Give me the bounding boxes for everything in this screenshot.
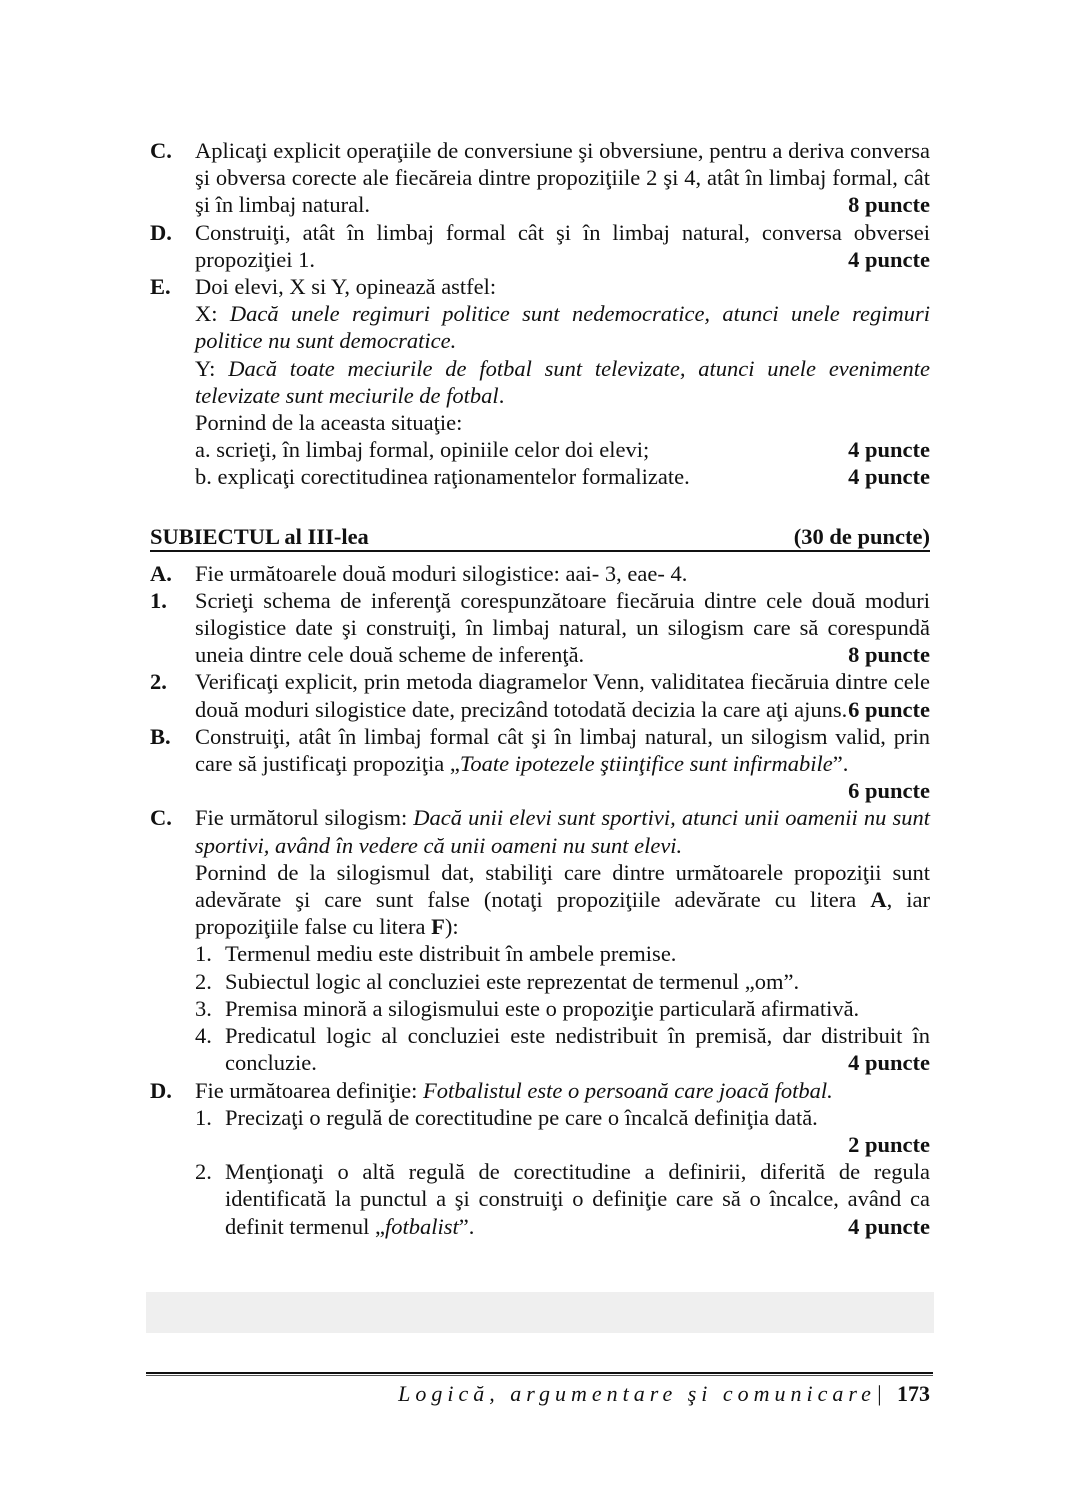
points: 4 puncte [848,437,930,463]
item-text: Verificaţi explicit, prin metoda diagramelor Venn, validitatea fiecăruia dintre cele două moduri silogistice date, precizând totodată decizia la care aţi ajuns. [195,669,930,722]
item-text: Construiţi, atât în limbaj formal cât şi în limbaj natural, un silogism valid, prin care să justificaţi propoziţia „ [195,723,930,777]
points: 4 puncte [848,1213,930,1239]
item-label: C. [150,805,172,831]
lead-part: ): [444,914,459,940]
statement [195,1022,930,1076]
statement-text: Predicatul logic al concluziei este nedistribuit în premisă, dar distribuit în concluzie. [225,1023,930,1076]
points: 2 puncte [848,1131,930,1157]
item-II-D [150,219,930,273]
item-definition: Fotbalistul este o persoană care joacă fotbal. [423,1077,833,1103]
item-quote: Toate ipotezele ştiinţifice sunt infirmabile [459,751,833,777]
item-III-A2 [150,668,930,722]
lead-part: Pornind de la silogismul dat, stabiliţi care dintre următoarele propoziţii sunt adevărate şi care sunt false (notaţi propoziţiile adevărate cu litera [195,859,930,913]
footer-title: Logică, argumentare şi comunicare| [398,1381,887,1406]
section-heading [150,523,930,552]
item-III-C [150,804,930,1076]
footer-divider [146,1372,933,1376]
item-label: 1. [150,587,167,613]
subitem-text: scrieţi, în limbaj formal, opiniile celor doi elevi; [216,437,650,463]
item-text: Fie următoarele două moduri silogistice: aai- 3, eae- 4. [195,560,688,586]
points: 4 puncte [848,464,930,490]
section-points: (30 de puncte) [793,523,930,549]
statement-text: Termenul mediu este distribuit în ambele premise. [225,941,677,967]
item-quote-end: ”. [832,751,849,777]
item-label: C. [150,138,172,163]
opinion-x-text: Dacă unele regimuri politice sunt nedemocratice, atunci unele regimuri politice nu sunt democratice. [195,301,930,354]
item-III-D [150,1077,930,1240]
item-intro: Doi elevi, X si Y, opinează astfel: [195,274,497,300]
points: 6 puncte [848,696,930,722]
statement-num: 4. [195,1023,212,1049]
item-label: E. [150,274,171,300]
item-III-A1 [150,587,930,669]
subitem-a [195,436,930,463]
subitem-text: explicaţi corectitudinea raţionamentelor formalizate. [217,464,690,490]
subitem-num: a. [195,437,211,463]
item-label: D. [150,219,172,245]
points: 8 puncte [848,192,930,218]
points: 8 puncte [848,642,930,668]
task-term-end: ”. [458,1213,475,1239]
subitem-b [195,463,930,490]
item-label: B. [150,723,171,749]
task [195,1158,930,1240]
letter-a: A [870,887,887,913]
page-number: 173 [897,1381,930,1406]
statement-num: 2. [195,968,212,994]
points: 4 puncte [848,246,930,272]
item-II-E [150,273,930,491]
statement [195,940,930,967]
task-num: 2. [195,1159,212,1185]
item-prefix: Fie următorul silogism: [195,805,414,831]
statement-text: Premisa minoră a silogismului este o propoziţie particulară afirmativă. [225,995,860,1021]
item-label: 2. [150,669,167,695]
item-syllogism [195,804,930,858]
section-title: SUBIECTUL al III-lea [150,523,369,549]
task [195,1104,930,1158]
page-content [150,137,930,1240]
opinion-y-prefix: Y: [195,355,229,381]
item-label: A. [150,560,172,586]
opinion-x-prefix: X: [195,301,230,327]
item-label: D. [150,1077,172,1103]
statement-num: 3. [195,995,212,1021]
points: 4 puncte [848,1050,930,1076]
opinion-y-text: Dacă toate meciurile de fotbal sunt televizate, atunci unele evenimente televizate sunt meciurile de fotbal [195,355,931,408]
item-text: Aplicaţi explicit operaţiile de conversiune şi obversiune, pentru a deriva conversa şi obversa corecte ale fiecăreia dintre propoziţiile 2 şi 4, atât în limbaj formal, cât şi în limbaj natural. [195,138,930,218]
item-text: Construiţi, atât în limbaj formal cât şi în limbaj natural, conversa obversei propoziţiei 1. [195,219,930,272]
subitem-num: b. [195,464,212,490]
letter-f: F [431,914,445,940]
lead-part: , iar propoziţiile false cu litera [195,887,930,940]
task-text: Precizaţi o regulă de corectitudine pe care o încalcă definiţia dată. [225,1104,818,1130]
item-prefix: Fie următoarea definiţie: [195,1077,424,1103]
item-III-A [150,560,930,587]
statement [195,968,930,995]
item-lead: Pornind de la aceasta situaţie: [195,410,463,436]
task-num: 1. [195,1104,212,1130]
statement-text: Subiectul logic al concluziei este reprezentat de termenul „om”. [225,968,800,994]
task-term: fotbalist [384,1213,459,1239]
item-lead [195,859,930,941]
opinion-y [195,355,930,409]
item-II-C [150,137,930,219]
opinion-x [195,300,930,354]
statement [195,995,930,1022]
task-text: Menţionaţi o altă regulă de corectitudine a definirii, diferită de regula identificată la punctul a şi construiţi o definiţie care să o încalce, având ca definit termenul „ [225,1159,930,1239]
blank-shaded-box [146,1292,934,1333]
item-syllogism-text: Dacă unii elevi sunt sportivi, atunci unii oamenii nu sunt sportivi, având în vedere că unii oameni nu sunt elevi. [195,805,930,858]
page-footer [398,1380,930,1408]
item-III-B [150,723,930,805]
item-text: Scrieţi schema de inferenţă corespunzătoare fiecăruia dintre cele două moduri silogistice date şi construiţi, în limbaj natural, un silogism care să corespundă uneia dintre cele două scheme de inferenţă. [195,587,930,668]
points: 6 puncte [848,778,930,804]
statement-num: 1. [195,941,212,967]
opinion-y-end: . [498,382,505,408]
